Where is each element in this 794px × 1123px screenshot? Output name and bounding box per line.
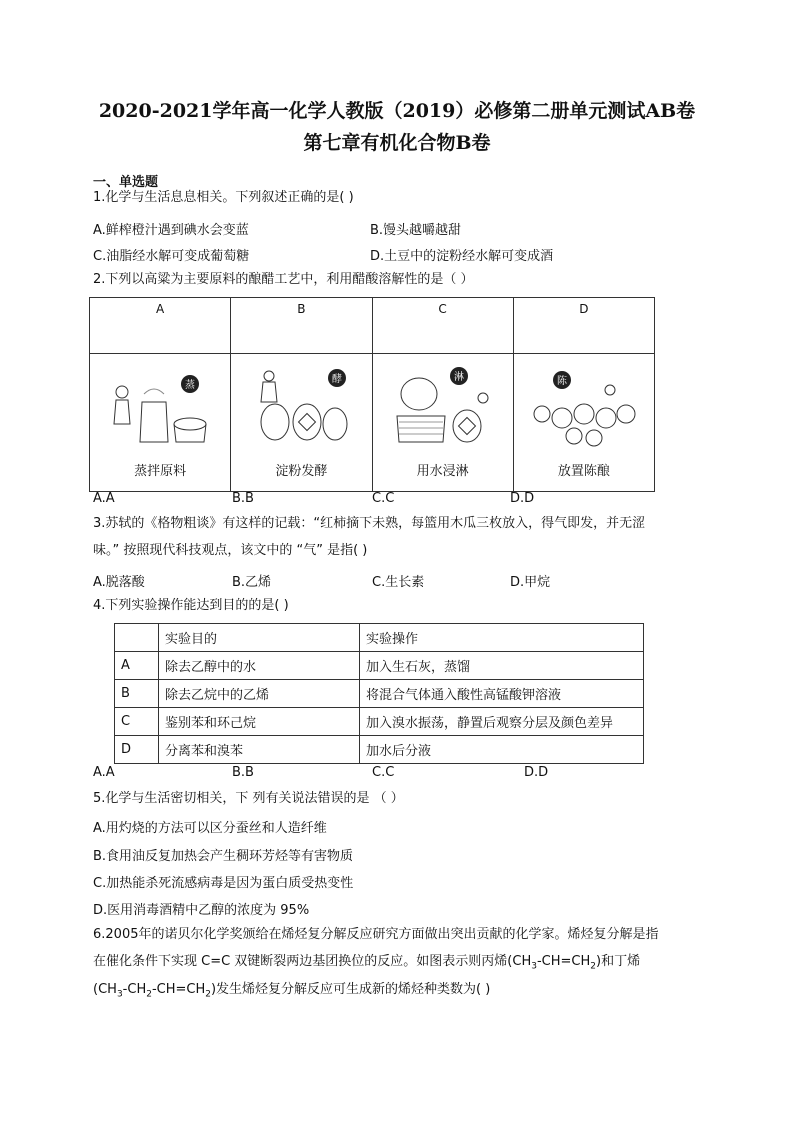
q4-option-a[interactable]: A.A	[93, 765, 115, 780]
subscript: 2	[205, 989, 211, 1000]
seal-char-a: 蒸	[185, 380, 195, 391]
q6-text: -CH=CH	[536, 954, 591, 969]
q2-cell-d	[513, 354, 654, 492]
q2-stem: 2.下列以高粱为主要原料的酿醋工艺中，利用醋酸溶解性的是（ ）	[93, 272, 474, 287]
q2-cell-a	[90, 354, 231, 492]
table-row	[115, 736, 644, 764]
table-cell: A	[115, 652, 159, 680]
table-cell: 加入溴水振荡，静置后观察分层及颜色差异	[360, 708, 644, 736]
aging-illustration	[528, 362, 638, 452]
q6-line2	[93, 953, 640, 976]
q6-text: )发生烯烃复分解反应可生成新的烯烃种类数为( )	[210, 982, 491, 997]
seal-char-d: 陈	[556, 376, 567, 387]
seal-char-c: 淋	[453, 372, 464, 383]
table-cell: 除去乙醇中的水	[159, 652, 360, 680]
leaching-illustration	[387, 362, 497, 452]
table-row	[115, 652, 644, 680]
q6-text: -CH	[122, 982, 147, 997]
table-cell: 除去乙烷中的乙烯	[159, 680, 360, 708]
q2-option-d[interactable]: D.D	[510, 491, 535, 506]
q2-caption-a: 蒸拌原料	[134, 464, 187, 479]
table-header-cell	[115, 624, 159, 652]
q6-line3	[93, 981, 490, 1004]
q2-cell-b	[231, 354, 372, 492]
q1-option-b[interactable]: B.馒头越嚼越甜	[370, 223, 462, 238]
q2-header-a: A	[90, 298, 231, 354]
steaming-illustration	[104, 362, 214, 452]
q6-text: -CH=CH	[151, 982, 206, 997]
q1-stem: 1.化学与生活息息相关。下列叙述正确的是( )	[93, 190, 354, 205]
q2-header-c: C	[372, 298, 513, 354]
fermentation-illustration	[245, 362, 355, 452]
q5-option-b[interactable]: B.食用油反复加热会产生稠环芳烃等有害物质	[93, 849, 354, 864]
table-cell: D	[115, 736, 159, 764]
table-cell: 将混合气体通入酸性高锰酸钾溶液	[360, 680, 644, 708]
table-header-operation: 实验操作	[360, 624, 644, 652]
page-title-line2: 第七章有机化合物B卷	[303, 132, 491, 154]
q2-option-b[interactable]: B.B	[232, 491, 254, 506]
q6-text: )和丁烯	[596, 954, 641, 969]
q2-cell-c	[372, 354, 513, 492]
table-cell: 加水后分液	[360, 736, 644, 764]
table-header-purpose: 实验目的	[159, 624, 360, 652]
q3-option-c[interactable]: C.生长素	[372, 575, 425, 590]
table-cell: B	[115, 680, 159, 708]
q4-option-b[interactable]: B.B	[232, 765, 254, 780]
q3-stem-line2: 味。” 按照现代科技观点，该文中的 “气” 是指( )	[93, 543, 368, 558]
q1-option-a[interactable]: A.鲜榨橙汁遇到碘水会变蓝	[93, 223, 249, 238]
subscript: 3	[116, 989, 123, 1000]
table-row	[115, 680, 644, 708]
q2-header-d: D	[513, 298, 654, 354]
q1-option-d[interactable]: D.土豆中的淀粉经水解可变成酒	[370, 249, 554, 264]
q5-stem: 5.化学与生活密切相关，下 列有关说法错误的是 （ ）	[93, 791, 404, 806]
q4-option-d[interactable]: D.D	[524, 765, 549, 780]
table-row	[115, 708, 644, 736]
table-cell: C	[115, 708, 159, 736]
q6-text: 在催化条件下实现 C=C 双键断裂两边基团换位的反应。如图表示则丙烯(CH	[93, 954, 532, 969]
q1-option-c[interactable]: C.油脂经水解可变成葡萄糖	[93, 249, 250, 264]
q5-option-c[interactable]: C.加热能杀死流感病毒是因为蛋白质受热变性	[93, 876, 354, 891]
page-title-line1: 2020-2021学年高一化学人教版（2019）必修第二册单元测试AB卷	[98, 100, 696, 122]
q4-option-c[interactable]: C.C	[372, 765, 395, 780]
q2-image-table	[89, 297, 655, 492]
q2-caption-d: 放置陈酿	[557, 464, 610, 479]
subscript: 2	[146, 989, 152, 1000]
q6-line1: 6.2005年的诺贝尔化学奖颁给在烯烃复分解反应研究方面做出突出贡献的化学家。烯烃复分解是指	[93, 927, 659, 942]
q2-header-b: B	[231, 298, 372, 354]
q4-experiment-table	[114, 623, 644, 764]
section-heading: 一、单选题	[93, 175, 159, 190]
q5-option-a[interactable]: A.用灼烧的方法可以区分蚕丝和人造纤维	[93, 821, 327, 836]
q3-option-a[interactable]: A.脱落酸	[93, 575, 145, 590]
table-header-row	[115, 624, 644, 652]
subscript: 2	[590, 961, 597, 972]
q2-caption-b: 淀粉发酵	[275, 464, 328, 479]
table-cell: 鉴别苯和环己烷	[159, 708, 360, 736]
q2-caption-c: 用水浸淋	[416, 464, 469, 479]
q3-option-b[interactable]: B.乙烯	[232, 575, 272, 590]
q2-option-c[interactable]: C.C	[372, 491, 395, 506]
q4-stem: 4.下列实验操作能达到目的的是( )	[93, 598, 289, 613]
seal-char-b: 酵	[332, 374, 343, 385]
subscript: 3	[531, 961, 537, 972]
table-cell: 加入生石灰，蒸馏	[360, 652, 644, 680]
q6-text: (CH	[93, 982, 117, 997]
q5-option-d[interactable]: D.医用消毒酒精中乙醇的浓度为 95%	[93, 903, 310, 918]
table-cell: 分离苯和溴苯	[159, 736, 360, 764]
q2-option-a[interactable]: A.A	[93, 491, 115, 506]
q3-option-d[interactable]: D.甲烷	[510, 575, 551, 590]
q3-stem-line1: 3.苏轼的《格物粗谈》有这样的记载：“红柿摘下未熟，每篮用木瓜三枚放入，得气即发，并无涩	[93, 516, 646, 531]
